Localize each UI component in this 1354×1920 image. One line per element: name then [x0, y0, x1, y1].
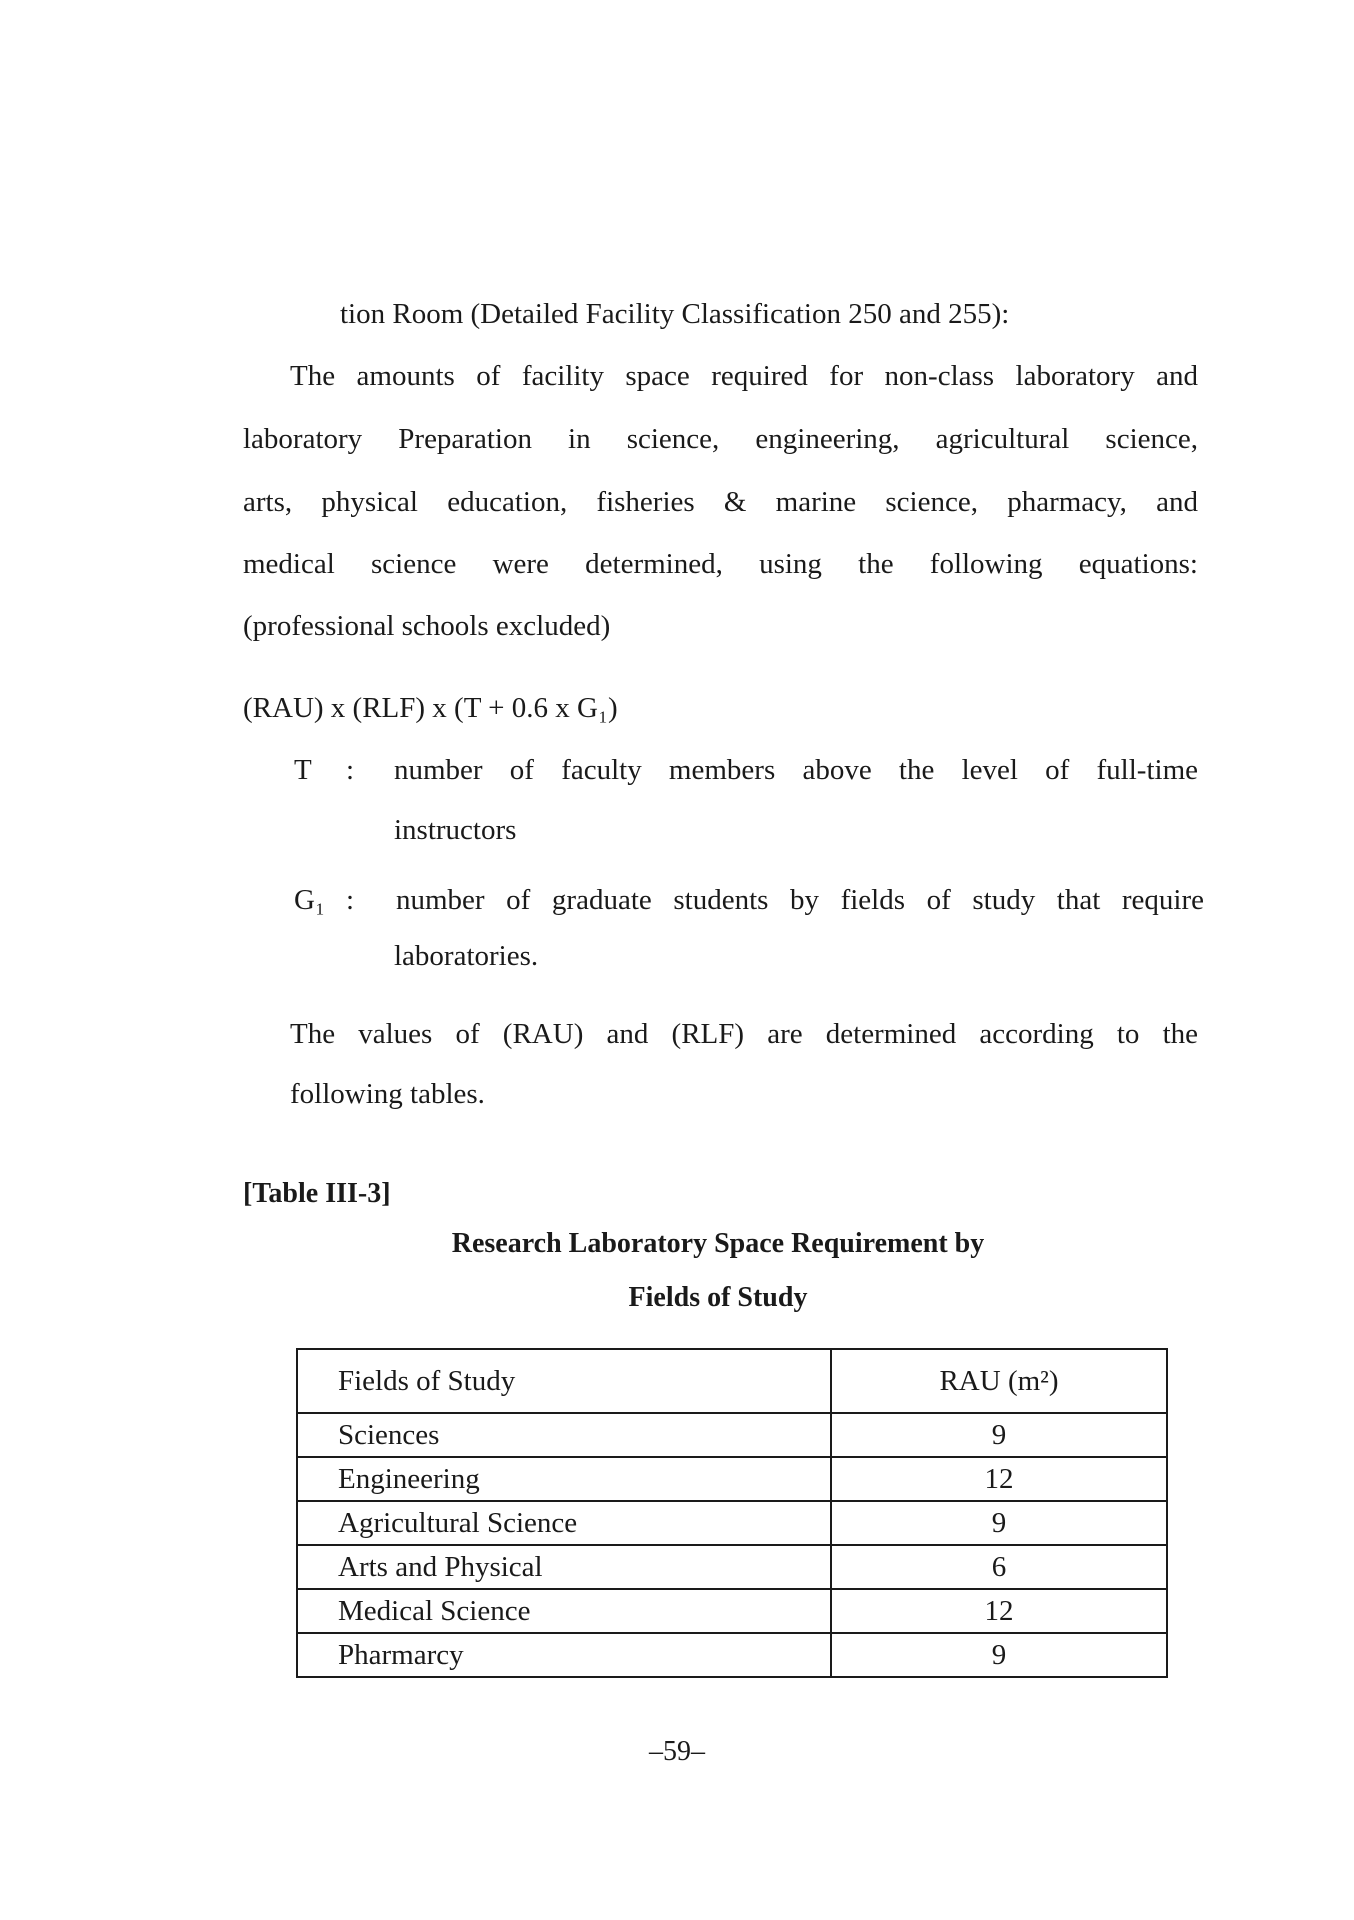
definition-colon: : — [346, 754, 355, 786]
field-cell: Medical Science — [297, 1589, 831, 1633]
table-title: Research Laboratory Space Requirement by — [451, 1228, 985, 1259]
field-cell: Engineering — [297, 1457, 831, 1501]
table-row — [297, 1413, 1167, 1457]
paragraph-line: laboratory Preparation in science, engineering, agricultural science, — [243, 423, 1198, 455]
definition-text: laboratories. — [394, 940, 539, 972]
paragraph-line: (professional schools excluded) — [243, 610, 611, 642]
rau-cell: 6 — [831, 1545, 1167, 1589]
table-row — [297, 1545, 1167, 1589]
column-header-fields: Fields of Study — [297, 1349, 831, 1413]
paragraph-line: following tables. — [290, 1078, 485, 1110]
table-row — [297, 1633, 1167, 1677]
definition-text: number of graduate students by fields of study that require — [396, 884, 1204, 916]
field-cell: Sciences — [297, 1413, 831, 1457]
definition-symbol: T — [294, 754, 312, 786]
definition-t — [0, 752, 1354, 852]
table-row — [297, 1589, 1167, 1633]
column-header-rau: RAU (m²) — [831, 1349, 1167, 1413]
definition-g1 — [0, 882, 1354, 982]
rau-cell: 12 — [831, 1457, 1167, 1501]
definition-colon: : — [346, 884, 355, 916]
equation: (RAU) x (RLF) x (T + 0.6 x G₁) — [243, 692, 618, 724]
table-row — [297, 1501, 1167, 1545]
field-cell: Pharmarcy — [297, 1633, 831, 1677]
table-row — [297, 1457, 1167, 1501]
intro-line: tion Room (Detailed Facility Classification 250 and 255): — [340, 298, 1010, 330]
rau-cell: 12 — [831, 1589, 1167, 1633]
definition-text: instructors — [394, 814, 517, 846]
rau-cell: 9 — [831, 1413, 1167, 1457]
definition-text: number of faculty members above the level of full-time — [394, 754, 1198, 786]
field-cell: Arts and Physical — [297, 1545, 831, 1589]
rau-cell: 9 — [831, 1633, 1167, 1677]
definition-symbol: G₁ — [294, 884, 326, 916]
paragraph-line: medical science were determined, using the following equations: — [243, 548, 1198, 580]
rau-cell: 9 — [831, 1501, 1167, 1545]
page-number: –59– — [649, 1736, 705, 1767]
table-caption: [Table III-3] — [243, 1178, 391, 1209]
paragraph-line: arts, physical education, fisheries & marine science, pharmacy, and — [243, 486, 1198, 518]
paragraph-line: The values of (RAU) and (RLF) are determined according to the — [290, 1018, 1198, 1050]
rau-table — [296, 1348, 1168, 1678]
table-header-row — [297, 1349, 1167, 1413]
field-cell: Agricultural Science — [297, 1501, 831, 1545]
paragraph-line: The amounts of facility space required for non-class laboratory and — [290, 360, 1198, 392]
table-title: Fields of Study — [628, 1282, 808, 1313]
